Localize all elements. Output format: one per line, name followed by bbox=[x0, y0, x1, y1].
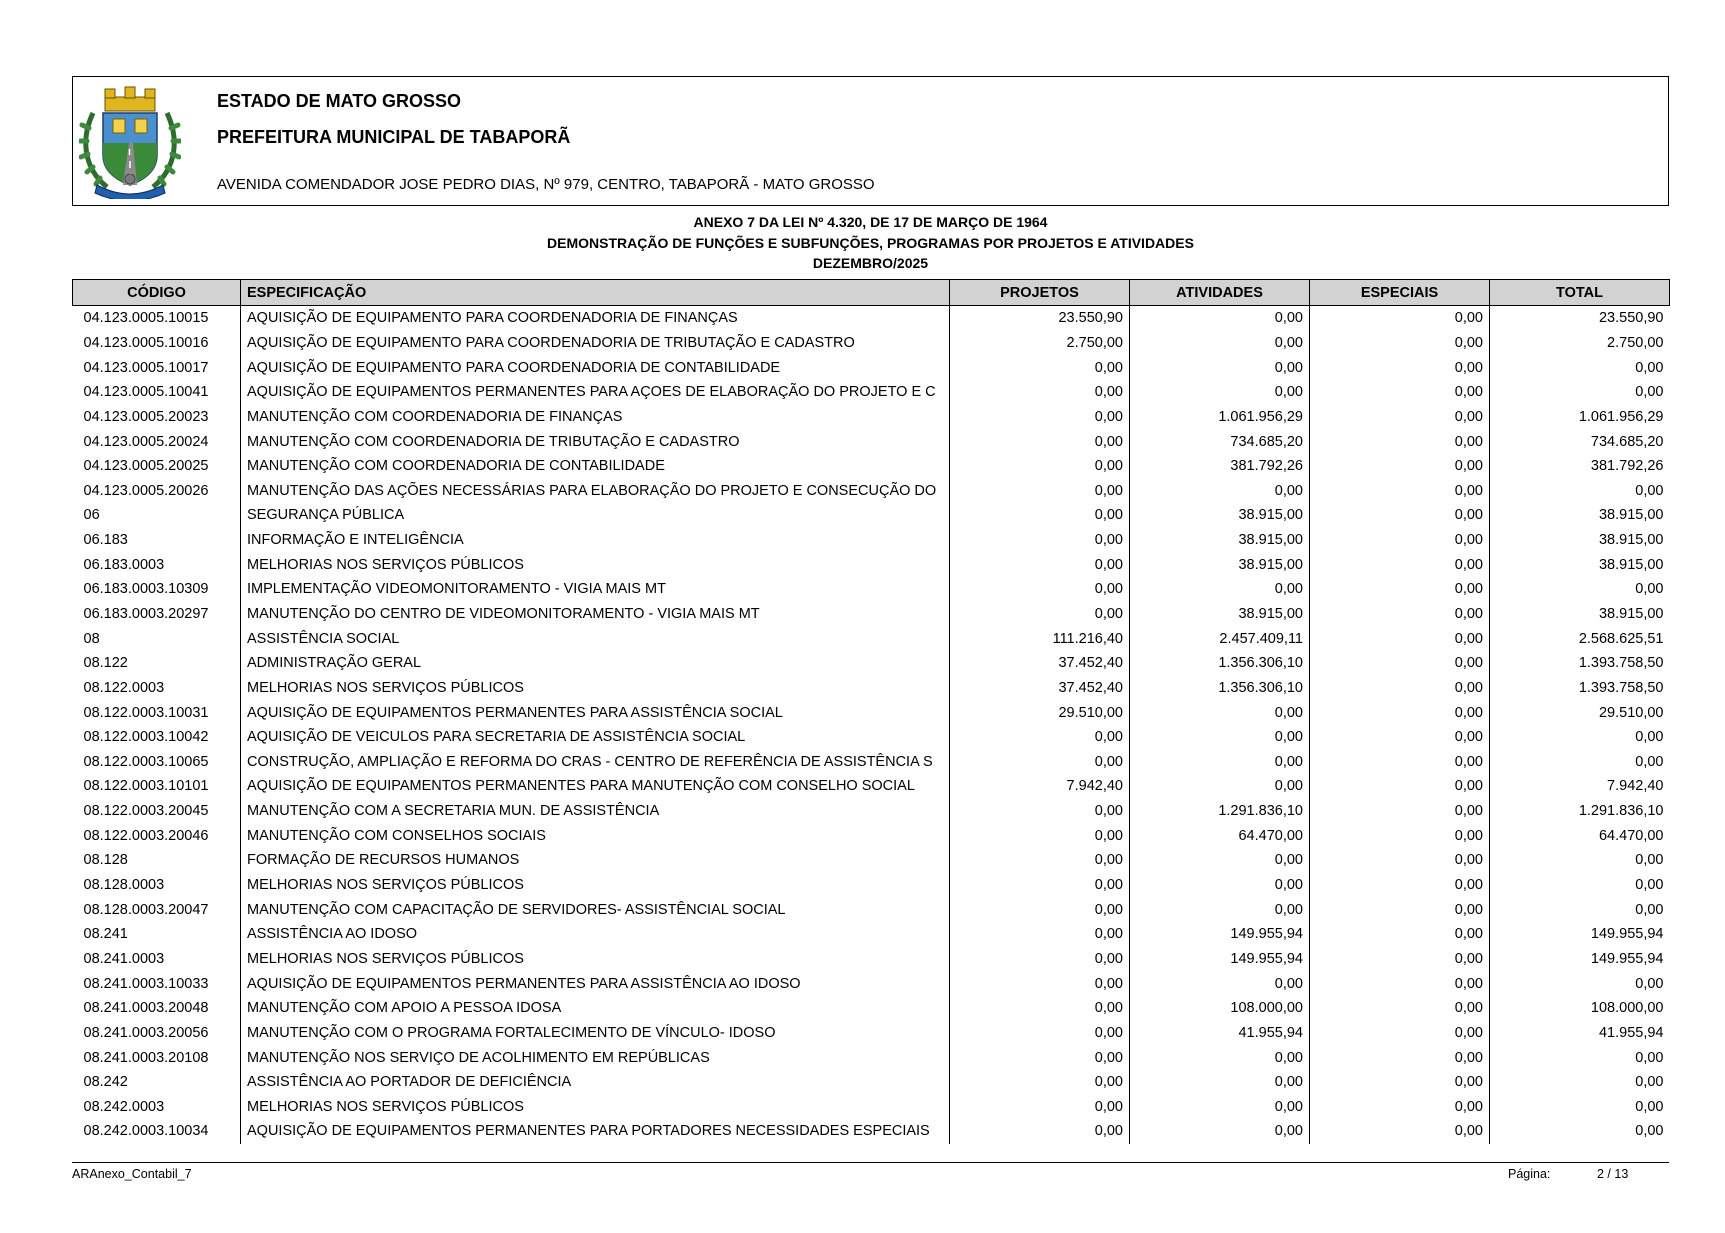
cell-atividades: 0,00 bbox=[1130, 331, 1310, 356]
cell-total: 29.510,00 bbox=[1598, 704, 1664, 721]
cell-especificacao: AQUISIÇÃO DE EQUIPAMENTO PARA COORDENADORIA DE FINANÇAS bbox=[241, 306, 950, 331]
cell-codigo: 04.123.0005.20026 bbox=[73, 478, 241, 503]
cell-codigo: 04.123.0005.20025 bbox=[73, 454, 241, 479]
table-row bbox=[73, 1021, 1670, 1046]
cell-total: 0,00 bbox=[1635, 1074, 1664, 1091]
cell-especiais: 0,00 bbox=[1310, 602, 1490, 627]
cell-codigo: 08.122.0003.10065 bbox=[73, 750, 241, 775]
cell-codigo: 04.123.0005.10017 bbox=[73, 355, 241, 380]
cell-codigo: 06.183.0003 bbox=[73, 552, 241, 577]
cell-atividades: 1.061.956,29 bbox=[1130, 405, 1310, 430]
table-row bbox=[73, 626, 1670, 651]
cell-codigo: 04.123.0005.20023 bbox=[73, 405, 241, 430]
cell-codigo: 04.123.0005.10016 bbox=[73, 331, 241, 356]
cell-total: 41.955,94 bbox=[1598, 1024, 1664, 1041]
cell-projetos: 0,00 bbox=[950, 1021, 1130, 1046]
column-header-especificacao: ESPECIFICAÇÃO bbox=[241, 280, 950, 306]
cell-especificacao: IMPLEMENTAÇÃO VIDEOMONITORAMENTO - VIGIA MAIS MT bbox=[241, 577, 950, 602]
cell-atividades: 38.915,00 bbox=[1130, 528, 1310, 553]
cell-codigo: 08.122 bbox=[73, 651, 241, 676]
table-row bbox=[73, 774, 1670, 799]
cell-especificacao: MANUTENÇÃO COM CONSELHOS SOCIAIS bbox=[241, 823, 950, 848]
table-row bbox=[73, 676, 1670, 701]
cell-especiais: 0,00 bbox=[1310, 331, 1490, 356]
cell-especificacao: MELHORIAS NOS SERVIÇOS PÚBLICOS bbox=[241, 676, 950, 701]
cell-projetos: 29.510,00 bbox=[950, 700, 1130, 725]
cell-atividades: 149.955,94 bbox=[1130, 922, 1310, 947]
table-row bbox=[73, 700, 1670, 725]
cell-especiais: 0,00 bbox=[1310, 823, 1490, 848]
cell-total: 23.550,90 bbox=[1598, 310, 1664, 327]
cell-total: 0,00 bbox=[1635, 852, 1664, 869]
cell-especiais: 0,00 bbox=[1310, 774, 1490, 799]
cell-atividades: 0,00 bbox=[1130, 725, 1310, 750]
cell-codigo: 08.241.0003.20056 bbox=[73, 1021, 241, 1046]
cell-especiais: 0,00 bbox=[1310, 503, 1490, 528]
cell-especiais: 0,00 bbox=[1310, 355, 1490, 380]
cell-atividades: 0,00 bbox=[1130, 355, 1310, 380]
table-row bbox=[73, 454, 1670, 479]
cell-atividades: 0,00 bbox=[1130, 774, 1310, 799]
cell-total: 0,00 bbox=[1635, 729, 1664, 746]
cell-codigo: 04.123.0005.10015 bbox=[73, 306, 241, 331]
table-row bbox=[73, 651, 1670, 676]
functions-programs-table bbox=[72, 279, 1670, 1144]
cell-codigo: 06.183.0003.10309 bbox=[73, 577, 241, 602]
cell-atividades: 0,00 bbox=[1130, 848, 1310, 873]
cell-projetos: 0,00 bbox=[950, 725, 1130, 750]
cell-especificacao: INFORMAÇÃO E INTELIGÊNCIA bbox=[241, 528, 950, 553]
report-title-description: DEMONSTRAÇÃO DE FUNÇÕES E SUBFUNÇÕES, PROGRAMAS POR PROJETOS E ATIVIDADES bbox=[547, 234, 1194, 251]
report-titles bbox=[72, 212, 1669, 274]
cell-especificacao: ASSISTÊNCIA AO IDOSO bbox=[241, 922, 950, 947]
cell-projetos: 0,00 bbox=[950, 1045, 1130, 1070]
cell-projetos: 23.550,90 bbox=[950, 306, 1130, 331]
cell-codigo: 08 bbox=[73, 626, 241, 651]
cell-total: 1.393.758,50 bbox=[1578, 679, 1664, 696]
cell-atividades: 38.915,00 bbox=[1130, 602, 1310, 627]
cell-especiais: 0,00 bbox=[1310, 799, 1490, 824]
cell-codigo: 06 bbox=[73, 503, 241, 528]
cell-especificacao: ADMINISTRAÇÃO GERAL bbox=[241, 651, 950, 676]
cell-especificacao: AQUISIÇÃO DE EQUIPAMENTOS PERMANENTES PARA ASSISTÊNCIA SOCIAL bbox=[241, 700, 950, 725]
cell-atividades: 0,00 bbox=[1130, 971, 1310, 996]
cell-projetos: 0,00 bbox=[950, 1119, 1130, 1144]
cell-total: 0,00 bbox=[1635, 753, 1664, 770]
cell-especiais: 0,00 bbox=[1310, 651, 1490, 676]
cell-especificacao: AQUISIÇÃO DE EQUIPAMENTOS PERMANENTES PARA PORTADORES NECESSIDADES ESPECIAIS bbox=[241, 1119, 950, 1144]
cell-especificacao: MELHORIAS NOS SERVIÇOS PÚBLICOS bbox=[241, 1095, 950, 1120]
cell-especificacao: MANUTENÇÃO COM A SECRETARIA MUN. DE ASSISTÊNCIA bbox=[241, 799, 950, 824]
cell-projetos: 0,00 bbox=[950, 577, 1130, 602]
cell-codigo: 08.241.0003.20108 bbox=[73, 1045, 241, 1070]
cell-projetos: 0,00 bbox=[950, 602, 1130, 627]
cell-codigo: 08.128 bbox=[73, 848, 241, 873]
cell-projetos: 2.750,00 bbox=[950, 331, 1130, 356]
cell-atividades: 0,00 bbox=[1130, 873, 1310, 898]
cell-codigo: 08.242 bbox=[73, 1070, 241, 1095]
cell-especiais: 0,00 bbox=[1310, 725, 1490, 750]
cell-projetos: 0,00 bbox=[950, 1070, 1130, 1095]
cell-total: 0,00 bbox=[1635, 877, 1664, 894]
cell-especificacao: FORMAÇÃO DE RECURSOS HUMANOS bbox=[241, 848, 950, 873]
cell-especificacao: MANUTENÇÃO COM O PROGRAMA FORTALECIMENTO DE VÍNCULO- IDOSO bbox=[241, 1021, 950, 1046]
table-row bbox=[73, 355, 1670, 380]
table-row bbox=[73, 922, 1670, 947]
cell-atividades: 108.000,00 bbox=[1130, 996, 1310, 1021]
page-number: 2 / 13 bbox=[1597, 1167, 1629, 1181]
cell-projetos: 37.452,40 bbox=[950, 651, 1130, 676]
cell-especificacao: MANUTENÇÃO NOS SERVIÇO DE ACOLHIMENTO EM REPÚBLICAS bbox=[241, 1045, 950, 1070]
cell-especiais: 0,00 bbox=[1310, 971, 1490, 996]
table-body bbox=[73, 306, 1670, 1144]
table-row bbox=[73, 1045, 1670, 1070]
cell-especificacao: MANUTENÇÃO COM CAPACITAÇÃO DE SERVIDORES- ASSISTÊNCIAL SOCIAL bbox=[241, 897, 950, 922]
table-row bbox=[73, 528, 1670, 553]
cell-codigo: 08.122.0003.20046 bbox=[73, 823, 241, 848]
table-row bbox=[73, 996, 1670, 1021]
cell-atividades: 0,00 bbox=[1130, 1095, 1310, 1120]
table-row bbox=[73, 1095, 1670, 1120]
cell-especiais: 0,00 bbox=[1310, 577, 1490, 602]
cell-especificacao: AQUISIÇÃO DE EQUIPAMENTO PARA COORDENADORIA DE TRIBUTAÇÃO E CADASTRO bbox=[241, 331, 950, 356]
cell-total: 1.291.836,10 bbox=[1578, 803, 1664, 820]
cell-codigo: 08.242.0003.10034 bbox=[73, 1119, 241, 1144]
cell-codigo: 06.183.0003.20297 bbox=[73, 602, 241, 627]
cell-especiais: 0,00 bbox=[1310, 873, 1490, 898]
cell-especificacao: MELHORIAS NOS SERVIÇOS PÚBLICOS bbox=[241, 552, 950, 577]
cell-projetos: 111.216,40 bbox=[950, 626, 1130, 651]
cell-especificacao: MANUTENÇÃO COM APOIO A PESSOA IDOSA bbox=[241, 996, 950, 1021]
cell-atividades: 0,00 bbox=[1130, 750, 1310, 775]
cell-especiais: 0,00 bbox=[1310, 626, 1490, 651]
cell-total: 38.915,00 bbox=[1598, 606, 1664, 622]
cell-total: 2.750,00 bbox=[1607, 334, 1664, 351]
cell-atividades: 41.955,94 bbox=[1130, 1021, 1310, 1046]
cell-especiais: 0,00 bbox=[1310, 947, 1490, 972]
cell-especificacao: MANUTENÇÃO DO CENTRO DE VIDEOMONITORAMENTO - VIGIA MAIS MT bbox=[241, 602, 950, 627]
table-row bbox=[73, 1119, 1670, 1144]
column-header-total: TOTAL bbox=[1490, 280, 1670, 306]
cell-codigo: 08.128.0003.20047 bbox=[73, 897, 241, 922]
table-row bbox=[73, 503, 1670, 528]
cell-especificacao: SEGURANÇA PÚBLICA bbox=[241, 503, 950, 528]
cell-codigo: 08.241 bbox=[73, 922, 241, 947]
cell-total: 0,00 bbox=[1635, 901, 1664, 918]
cell-codigo: 08.128.0003 bbox=[73, 873, 241, 898]
cell-especificacao: ASSISTÊNCIA AO PORTADOR DE DEFICIÊNCIA bbox=[241, 1070, 950, 1095]
table-row bbox=[73, 577, 1670, 602]
cell-projetos: 0,00 bbox=[950, 1095, 1130, 1120]
cell-total: 64.470,00 bbox=[1598, 827, 1664, 844]
table-row bbox=[73, 750, 1670, 775]
column-header-especiais: ESPECIAIS bbox=[1310, 280, 1490, 306]
cell-atividades: 1.356.306,10 bbox=[1130, 651, 1310, 676]
cell-total: 734.685,20 bbox=[1590, 433, 1664, 450]
cell-especificacao: MANUTENÇÃO COM COORDENADORIA DE CONTABILIDADE bbox=[241, 454, 950, 479]
table-header-row bbox=[73, 280, 1670, 306]
table-row bbox=[73, 405, 1670, 430]
report-title-law: ANEXO 7 DA LEI Nº 4.320, DE 17 DE MARÇO DE 1964 bbox=[693, 214, 1048, 230]
cell-atividades: 0,00 bbox=[1130, 306, 1310, 331]
cell-especificacao: AQUISIÇÃO DE EQUIPAMENTOS PERMANENTES PARA ASSISTÊNCIA AO IDOSO bbox=[241, 971, 950, 996]
cell-codigo: 08.122.0003.10101 bbox=[73, 774, 241, 799]
cell-especificacao: MELHORIAS NOS SERVIÇOS PÚBLICOS bbox=[241, 873, 950, 898]
cell-atividades: 381.792,26 bbox=[1130, 454, 1310, 479]
table-row bbox=[73, 823, 1670, 848]
cell-especificacao: MELHORIAS NOS SERVIÇOS PÚBLICOS bbox=[241, 947, 950, 972]
cell-especificacao: MANUTENÇÃO COM COORDENADORIA DE FINANÇAS bbox=[241, 405, 950, 430]
cell-atividades: 0,00 bbox=[1130, 577, 1310, 602]
cell-especificacao: ASSISTÊNCIA SOCIAL bbox=[241, 626, 950, 651]
table-row bbox=[73, 848, 1670, 873]
cell-projetos: 0,00 bbox=[950, 355, 1130, 380]
cell-total: 108.000,00 bbox=[1590, 1000, 1664, 1017]
cell-especiais: 0,00 bbox=[1310, 429, 1490, 454]
document-header bbox=[72, 76, 1669, 206]
cell-projetos: 0,00 bbox=[950, 750, 1130, 775]
cell-total: 2.568.625,51 bbox=[1578, 630, 1664, 647]
cell-codigo: 08.122.0003.10031 bbox=[73, 700, 241, 725]
cell-projetos: 0,00 bbox=[950, 823, 1130, 848]
cell-especiais: 0,00 bbox=[1310, 676, 1490, 701]
cell-especiais: 0,00 bbox=[1310, 454, 1490, 479]
cell-atividades: 0,00 bbox=[1130, 897, 1310, 922]
cell-codigo: 08.122.0003 bbox=[73, 676, 241, 701]
cell-total: 0,00 bbox=[1635, 1123, 1664, 1140]
prefecture-address: AVENIDA COMENDADOR JOSE PEDRO DIAS, Nº 979, CENTRO, TABAPORÃ - MATO GROSSO bbox=[217, 176, 875, 193]
cell-especificacao: MANUTENÇÃO DAS AÇÕES NECESSÁRIAS PARA ELABORAÇÃO DO PROJETO E CONSECUÇÃO DO bbox=[241, 478, 950, 503]
cell-total: 149.955,94 bbox=[1590, 926, 1664, 943]
cell-projetos: 0,00 bbox=[950, 454, 1130, 479]
cell-total: 0,00 bbox=[1635, 384, 1664, 401]
cell-total: 0,00 bbox=[1635, 1049, 1664, 1066]
cell-projetos: 0,00 bbox=[950, 429, 1130, 454]
cell-especificacao: AQUISIÇÃO DE VEICULOS PARA SECRETARIA DE ASSISTÊNCIA SOCIAL bbox=[241, 725, 950, 750]
cell-atividades: 0,00 bbox=[1130, 380, 1310, 405]
table-row bbox=[73, 429, 1670, 454]
cell-especiais: 0,00 bbox=[1310, 1119, 1490, 1144]
table-row bbox=[73, 947, 1670, 972]
cell-codigo: 08.242.0003 bbox=[73, 1095, 241, 1120]
cell-especiais: 0,00 bbox=[1310, 1045, 1490, 1070]
cell-especiais: 0,00 bbox=[1310, 478, 1490, 503]
table-row bbox=[73, 873, 1670, 898]
cell-total: 38.915,00 bbox=[1598, 532, 1664, 549]
cell-projetos: 37.452,40 bbox=[950, 676, 1130, 701]
cell-total: 1.061.956,29 bbox=[1578, 408, 1664, 425]
cell-especificacao: AQUISIÇÃO DE EQUIPAMENTO PARA COORDENADORIA DE CONTABILIDADE bbox=[241, 355, 950, 380]
cell-atividades: 0,00 bbox=[1130, 1070, 1310, 1095]
cell-projetos: 0,00 bbox=[950, 848, 1130, 873]
cell-total: 0,00 bbox=[1635, 482, 1664, 499]
cell-codigo: 08.122.0003.10042 bbox=[73, 725, 241, 750]
cell-projetos: 0,00 bbox=[950, 971, 1130, 996]
cell-total: 0,00 bbox=[1635, 975, 1664, 992]
cell-especiais: 0,00 bbox=[1310, 1070, 1490, 1095]
cell-especiais: 0,00 bbox=[1310, 528, 1490, 553]
cell-codigo: 04.123.0005.20024 bbox=[73, 429, 241, 454]
table-row bbox=[73, 799, 1670, 824]
table-row bbox=[73, 331, 1670, 356]
cell-atividades: 0,00 bbox=[1130, 700, 1310, 725]
cell-atividades: 149.955,94 bbox=[1130, 947, 1310, 972]
table-row bbox=[73, 380, 1670, 405]
cell-atividades: 0,00 bbox=[1130, 478, 1310, 503]
cell-especiais: 0,00 bbox=[1310, 897, 1490, 922]
cell-codigo: 06.183 bbox=[73, 528, 241, 553]
footer-divider bbox=[72, 1162, 1669, 1163]
cell-projetos: 0,00 bbox=[950, 922, 1130, 947]
column-header-atividades: ATIVIDADES bbox=[1130, 280, 1310, 306]
cell-projetos: 0,00 bbox=[950, 528, 1130, 553]
cell-especificacao: AQUISIÇÃO DE EQUIPAMENTOS PERMANENTES PARA AÇOES DE ELABORAÇÃO DO PROJETO E C bbox=[241, 380, 950, 405]
cell-total: 1.393.758,50 bbox=[1578, 655, 1664, 672]
cell-atividades: 0,00 bbox=[1130, 1119, 1310, 1144]
cell-total: 381.792,26 bbox=[1590, 458, 1664, 475]
cell-especiais: 0,00 bbox=[1310, 1095, 1490, 1120]
cell-total: 38.915,00 bbox=[1598, 556, 1664, 573]
report-identifier: ARAnexo_Contabil_7 bbox=[72, 1167, 192, 1181]
cell-especiais: 0,00 bbox=[1310, 996, 1490, 1021]
cell-atividades: 1.291.836,10 bbox=[1130, 799, 1310, 824]
table-row bbox=[73, 306, 1670, 331]
cell-especificacao: CONSTRUÇÃO, AMPLIAÇÃO E REFORMA DO CRAS - CENTRO DE REFERÊNCIA DE ASSISTÊNCIA S bbox=[241, 750, 950, 775]
cell-projetos: 0,00 bbox=[950, 799, 1130, 824]
prefecture-name: PREFEITURA MUNICIPAL DE TABAPORÃ bbox=[217, 127, 571, 147]
state-name: ESTADO DE MATO GROSSO bbox=[217, 91, 462, 111]
cell-projetos: 0,00 bbox=[950, 405, 1130, 430]
column-header-projetos: PROJETOS bbox=[950, 280, 1130, 306]
cell-especiais: 0,00 bbox=[1310, 405, 1490, 430]
cell-especificacao: MANUTENÇÃO COM COORDENADORIA DE TRIBUTAÇÃO E CADASTRO bbox=[241, 429, 950, 454]
municipal-coat-of-arms-icon bbox=[79, 83, 181, 199]
cell-projetos: 0,00 bbox=[950, 873, 1130, 898]
cell-atividades: 64.470,00 bbox=[1130, 823, 1310, 848]
cell-atividades: 1.356.306,10 bbox=[1130, 676, 1310, 701]
cell-total: 38.915,00 bbox=[1598, 507, 1664, 524]
table-row bbox=[73, 897, 1670, 922]
cell-atividades: 734.685,20 bbox=[1130, 429, 1310, 454]
cell-codigo: 08.241.0003.10033 bbox=[73, 971, 241, 996]
cell-projetos: 0,00 bbox=[950, 552, 1130, 577]
column-header-codigo: CÓDIGO bbox=[73, 280, 241, 306]
cell-especiais: 0,00 bbox=[1310, 380, 1490, 405]
cell-total: 149.955,94 bbox=[1590, 950, 1664, 967]
cell-especiais: 0,00 bbox=[1310, 1021, 1490, 1046]
cell-especiais: 0,00 bbox=[1310, 306, 1490, 331]
cell-codigo: 08.241.0003 bbox=[73, 947, 241, 972]
cell-projetos: 0,00 bbox=[950, 478, 1130, 503]
cell-projetos: 0,00 bbox=[950, 380, 1130, 405]
table-row bbox=[73, 552, 1670, 577]
cell-codigo: 04.123.0005.10041 bbox=[73, 380, 241, 405]
table-row bbox=[73, 478, 1670, 503]
cell-projetos: 7.942,40 bbox=[950, 774, 1130, 799]
cell-especiais: 0,00 bbox=[1310, 750, 1490, 775]
cell-projetos: 0,00 bbox=[950, 947, 1130, 972]
cell-especificacao: AQUISIÇÃO DE EQUIPAMENTOS PERMANENTES PARA MANUTENÇÃO COM CONSELHO SOCIAL bbox=[241, 774, 950, 799]
page-label: Página: bbox=[1508, 1167, 1551, 1181]
cell-total: 0,00 bbox=[1635, 1098, 1664, 1115]
cell-projetos: 0,00 bbox=[950, 503, 1130, 528]
cell-atividades: 38.915,00 bbox=[1130, 552, 1310, 577]
cell-total: 7.942,40 bbox=[1607, 778, 1664, 795]
cell-especiais: 0,00 bbox=[1310, 922, 1490, 947]
table-row bbox=[73, 1070, 1670, 1095]
cell-projetos: 0,00 bbox=[950, 897, 1130, 922]
cell-especiais: 0,00 bbox=[1310, 848, 1490, 873]
cell-atividades: 38.915,00 bbox=[1130, 503, 1310, 528]
cell-codigo: 08.122.0003.20045 bbox=[73, 799, 241, 824]
report-period: DEZEMBRO/2025 bbox=[812, 255, 929, 271]
cell-total: 0,00 bbox=[1635, 581, 1664, 598]
table-row bbox=[73, 725, 1670, 750]
cell-total: 0,00 bbox=[1635, 359, 1664, 376]
cell-projetos: 0,00 bbox=[950, 996, 1130, 1021]
cell-atividades: 0,00 bbox=[1130, 1045, 1310, 1070]
table-row bbox=[73, 971, 1670, 996]
cell-atividades: 2.457.409,11 bbox=[1130, 626, 1310, 651]
cell-codigo: 08.241.0003.20048 bbox=[73, 996, 241, 1021]
cell-especiais: 0,00 bbox=[1310, 700, 1490, 725]
cell-especiais: 0,00 bbox=[1310, 552, 1490, 577]
table-row bbox=[73, 602, 1670, 627]
